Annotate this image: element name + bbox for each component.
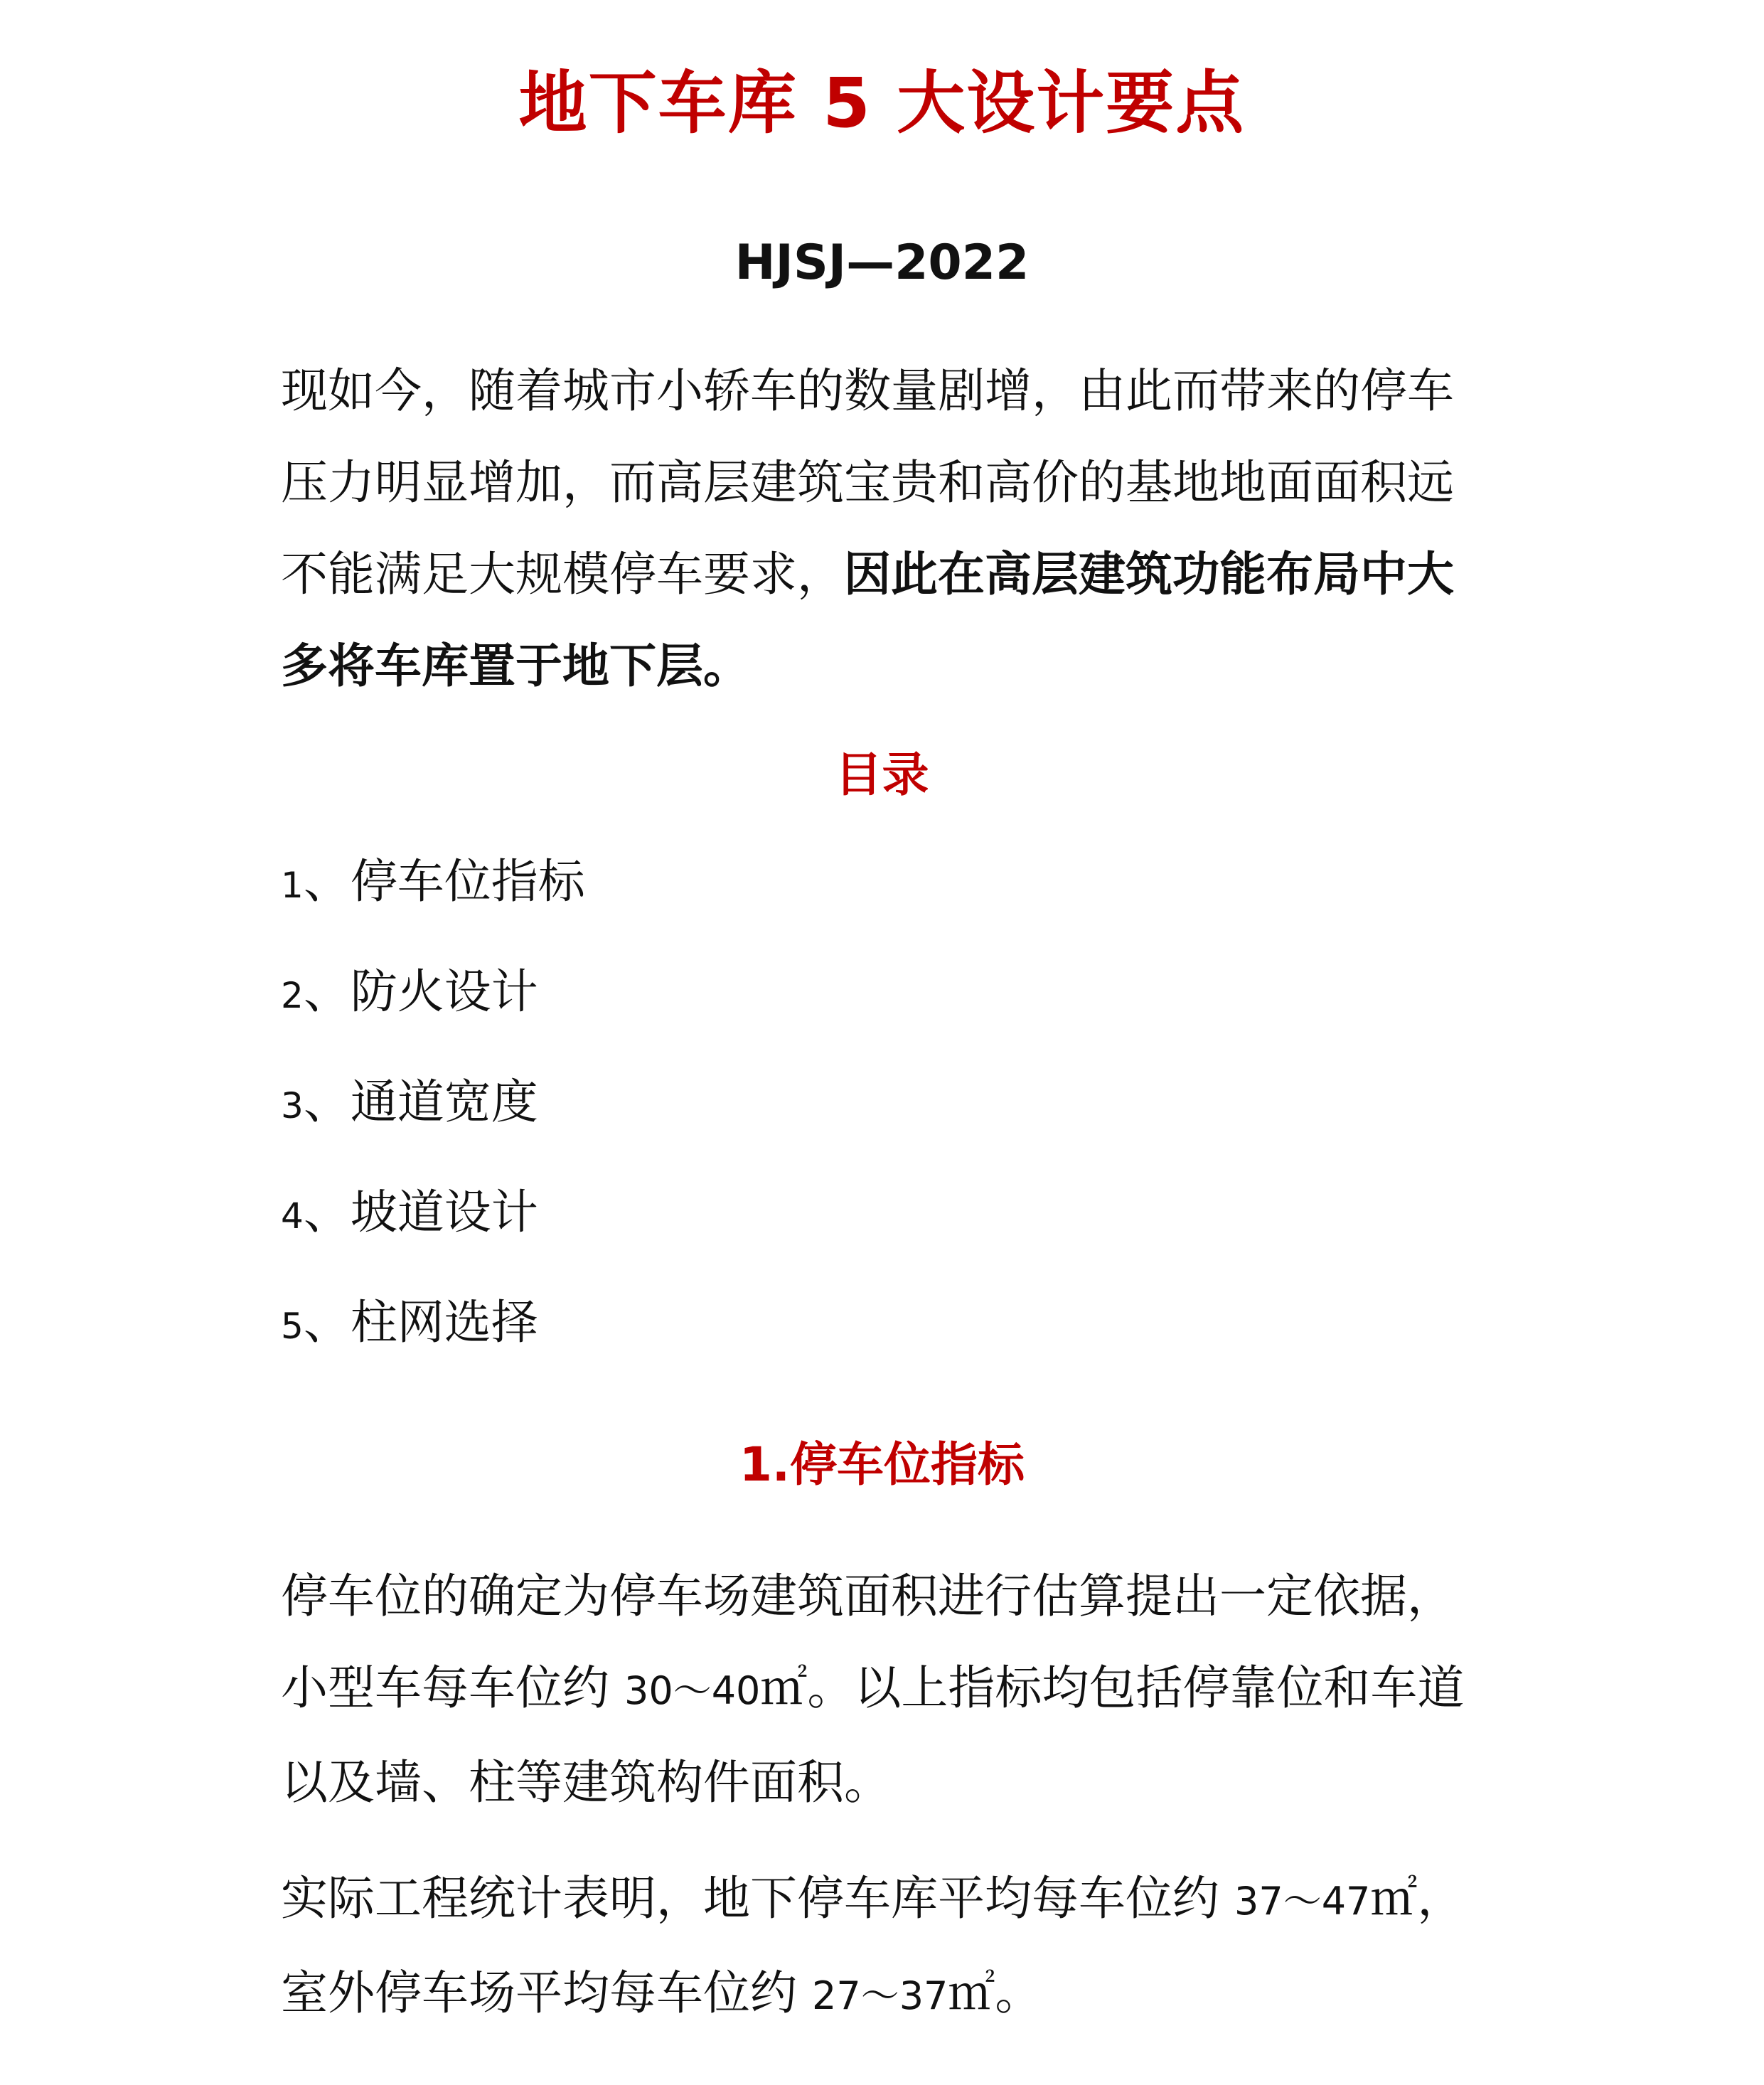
section-1-paragraph-2 <box>281 1852 1490 2042</box>
toc-item-number: 4 <box>281 1195 304 1237</box>
paragraph-text: 停车位的确定为停车场建筑面积进行估算提出一定依据，小型车每车位约 <box>281 1569 1454 1715</box>
toc-item-label: 通道宽度 <box>350 1075 538 1129</box>
toc-item-separator: 、 <box>303 1075 351 1129</box>
section-1-title: 1.停车位指标 <box>739 1437 1025 1492</box>
toc-title: 目录 <box>835 747 929 802</box>
toc-item <box>281 846 585 956</box>
toc-item-label: 防火设计 <box>350 964 538 1019</box>
toc-item-label: 坡道设计 <box>350 1185 538 1239</box>
paragraph-text: ㎡。 <box>948 1966 1042 2020</box>
intro-text: 现如今，随着城市小轿车的数量剧增，由此而带来的停车压力明显增加，而高层建筑宝贵和高价的基地地面面积远不能满足大规模停车要求， <box>281 363 1454 602</box>
paragraph-text: 实际工程统计表明，地下停车库平均每车位约 <box>281 1871 1234 1926</box>
toc-item-label: 柱网选择 <box>350 1295 538 1350</box>
toc-item-separator: 、 <box>303 854 351 909</box>
toc-item-number: 2 <box>281 975 304 1016</box>
document-title: 地下车库 5 大设计要点 <box>518 63 1246 143</box>
toc-item <box>281 1177 585 1287</box>
toc-item <box>281 956 585 1067</box>
area-range: 27～37 <box>811 1973 948 2018</box>
toc-item <box>281 1287 585 1397</box>
section-1-paragraph-1 <box>281 1550 1490 1828</box>
intro-bold-text: 因此在高层建筑功能布局中大多将车库置于地下层。 <box>281 547 1454 693</box>
document-subtitle: HJSJ—2022 <box>734 235 1030 291</box>
toc-item-number: 3 <box>281 1085 304 1126</box>
intro-paragraph <box>281 345 1490 712</box>
area-range: 37～47 <box>1234 1879 1371 1924</box>
toc-list <box>281 846 585 1397</box>
paragraph-text: ㎡，室外停车场平均每车位约 <box>281 1871 1465 2020</box>
area-range: 30～40 <box>624 1668 761 1713</box>
toc-item-separator: 、 <box>303 964 351 1019</box>
toc-item-separator: 、 <box>303 1185 351 1239</box>
toc-item-number: 1 <box>281 865 304 906</box>
toc-item-separator: 、 <box>303 1295 351 1350</box>
toc-item-number: 5 <box>281 1306 304 1347</box>
toc-item-label: 停车位指标 <box>350 854 585 909</box>
toc-item <box>281 1067 585 1177</box>
paragraph-text: ㎡。以上指标均包括停靠位和车道以及墙、柱等建筑构件面积。 <box>281 1660 1465 1810</box>
